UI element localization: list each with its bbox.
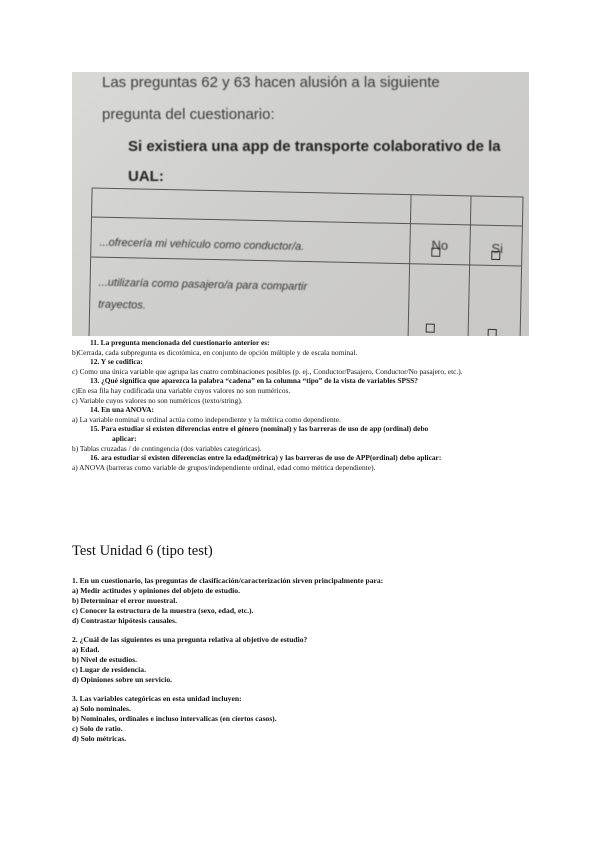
row-2-label-a: ...utilizaría como pasajero/a para compartir — [98, 276, 308, 294]
photo-line-1: Las preguntas 62 y 63 hacen alusión a la siguiente — [102, 74, 440, 91]
test-option: a) Medir actitudes y opiniones del objeto de estudio. — [72, 586, 240, 595]
test-option: c) Lugar de residencia. — [72, 665, 146, 674]
test-questions — [72, 576, 542, 744]
test-option: d) Solo métricas. — [72, 734, 127, 743]
spacer — [72, 626, 542, 635]
col-si: Si — [491, 240, 504, 257]
question-15-cont: aplicar: — [112, 433, 137, 443]
answer-12: c) Como una única variable que agrupa las cuatro combinaciones posibles (p. ej., Conductor/Pasajero, Conductor/No pasajero, etc.). — [72, 366, 463, 376]
answer-16: a) ANOVA (barreras como variable de grupos/independiente ordinal, edad como métrica dependiente). — [72, 462, 376, 472]
photo-line-2: pregunta del cuestionario: — [102, 106, 275, 123]
question-14: 14. En una ANOVA: — [90, 405, 154, 415]
answer-14: a) La variable nominal u ordinal actúa como independiente y la métrica como dependiente. — [72, 414, 341, 424]
test-title: Test Unidad 6 (tipo test) — [72, 543, 213, 559]
photo-line-3: Si existiera una app de transporte colaborativo de la — [128, 138, 501, 155]
test-option: b) Determinar el error muestral. — [72, 596, 178, 605]
answer-block — [72, 338, 542, 472]
spacer — [72, 685, 542, 694]
test-option: a) Edad. — [72, 645, 100, 654]
photo-line-4: UAL: — [128, 168, 164, 185]
table-divider — [91, 256, 521, 266]
question-15: 15. Para estudiar si existen diferencias entre el género (nominal) y las barreras de uso de app (ordinal) debo — [90, 424, 429, 434]
test-option: b) Nivel de estudios. — [72, 655, 137, 664]
checkbox-icon — [488, 329, 497, 336]
col-no: No — [431, 237, 449, 253]
test-option: d) Opiniones sobre un servicio. — [72, 675, 173, 684]
table-divider — [467, 196, 471, 336]
question-11: 11. La pregunta mencionada del cuestionario anterior es: — [90, 338, 270, 347]
answer-11: b)Cerrada, cada subpregunta es dicotómica, en conjunto de opción múltiple y de escala nominal. — [72, 347, 358, 357]
test-question-2: 2. ¿Cuál de las siguientes es una pregunta relativa al objetivo de estudio? — [72, 635, 308, 644]
table-divider — [407, 195, 411, 336]
checkbox-icon — [426, 324, 435, 333]
question-12: 12. Y se codifica: — [90, 357, 143, 367]
table-divider — [92, 217, 522, 227]
answer-13: c)En esa fila hay codificada una variable cuyos valores no son numéricos. — [72, 385, 291, 395]
checkbox-icon — [491, 251, 500, 260]
test-option: b) Nominales, ordinales e incluso intervalicas (en ciertos casos). — [72, 714, 277, 723]
answer-13-alt: c) Variable cuyos valores no son numéricos (texto/string). — [72, 395, 243, 405]
test-option: d) Contrastar hipótesis causales. — [72, 616, 177, 625]
test-option: c) Solo de ratio. — [72, 724, 123, 733]
question-16: 16. ara estudiar si existen diferencias entre la edad(métrica) y las barreras de uso de APP(ordinal) debo aplicar: — [90, 453, 442, 463]
checkbox-icon — [431, 248, 440, 257]
row-1-label: ...ofrecería mi vehículo como conductor/a. — [99, 236, 305, 253]
test-option: c) Conocer la estructura de la muestra (sexo, edad, etc.). — [72, 606, 254, 615]
test-question-3: 3. Las variables categóricas en esta unidad incluyen: — [72, 694, 242, 703]
photo-table — [88, 187, 523, 336]
row-2-label-b: trayectos. — [98, 298, 146, 312]
questionnaire-photo — [72, 72, 529, 336]
test-question-1: 1. En un cuestionario, las preguntas de clasificación/caracterización sirven principalmente para: — [72, 576, 384, 585]
answer-15: b) Tablas cruzadas / de contingencia (dos variables categóricas). — [72, 443, 262, 453]
test-option: a) Solo nominales. — [72, 704, 131, 713]
question-13: 13. ¿Qué significa que aparezca la palabra “cadena” en la columna “tipo” de la vista de variables SPSS? — [90, 376, 418, 386]
